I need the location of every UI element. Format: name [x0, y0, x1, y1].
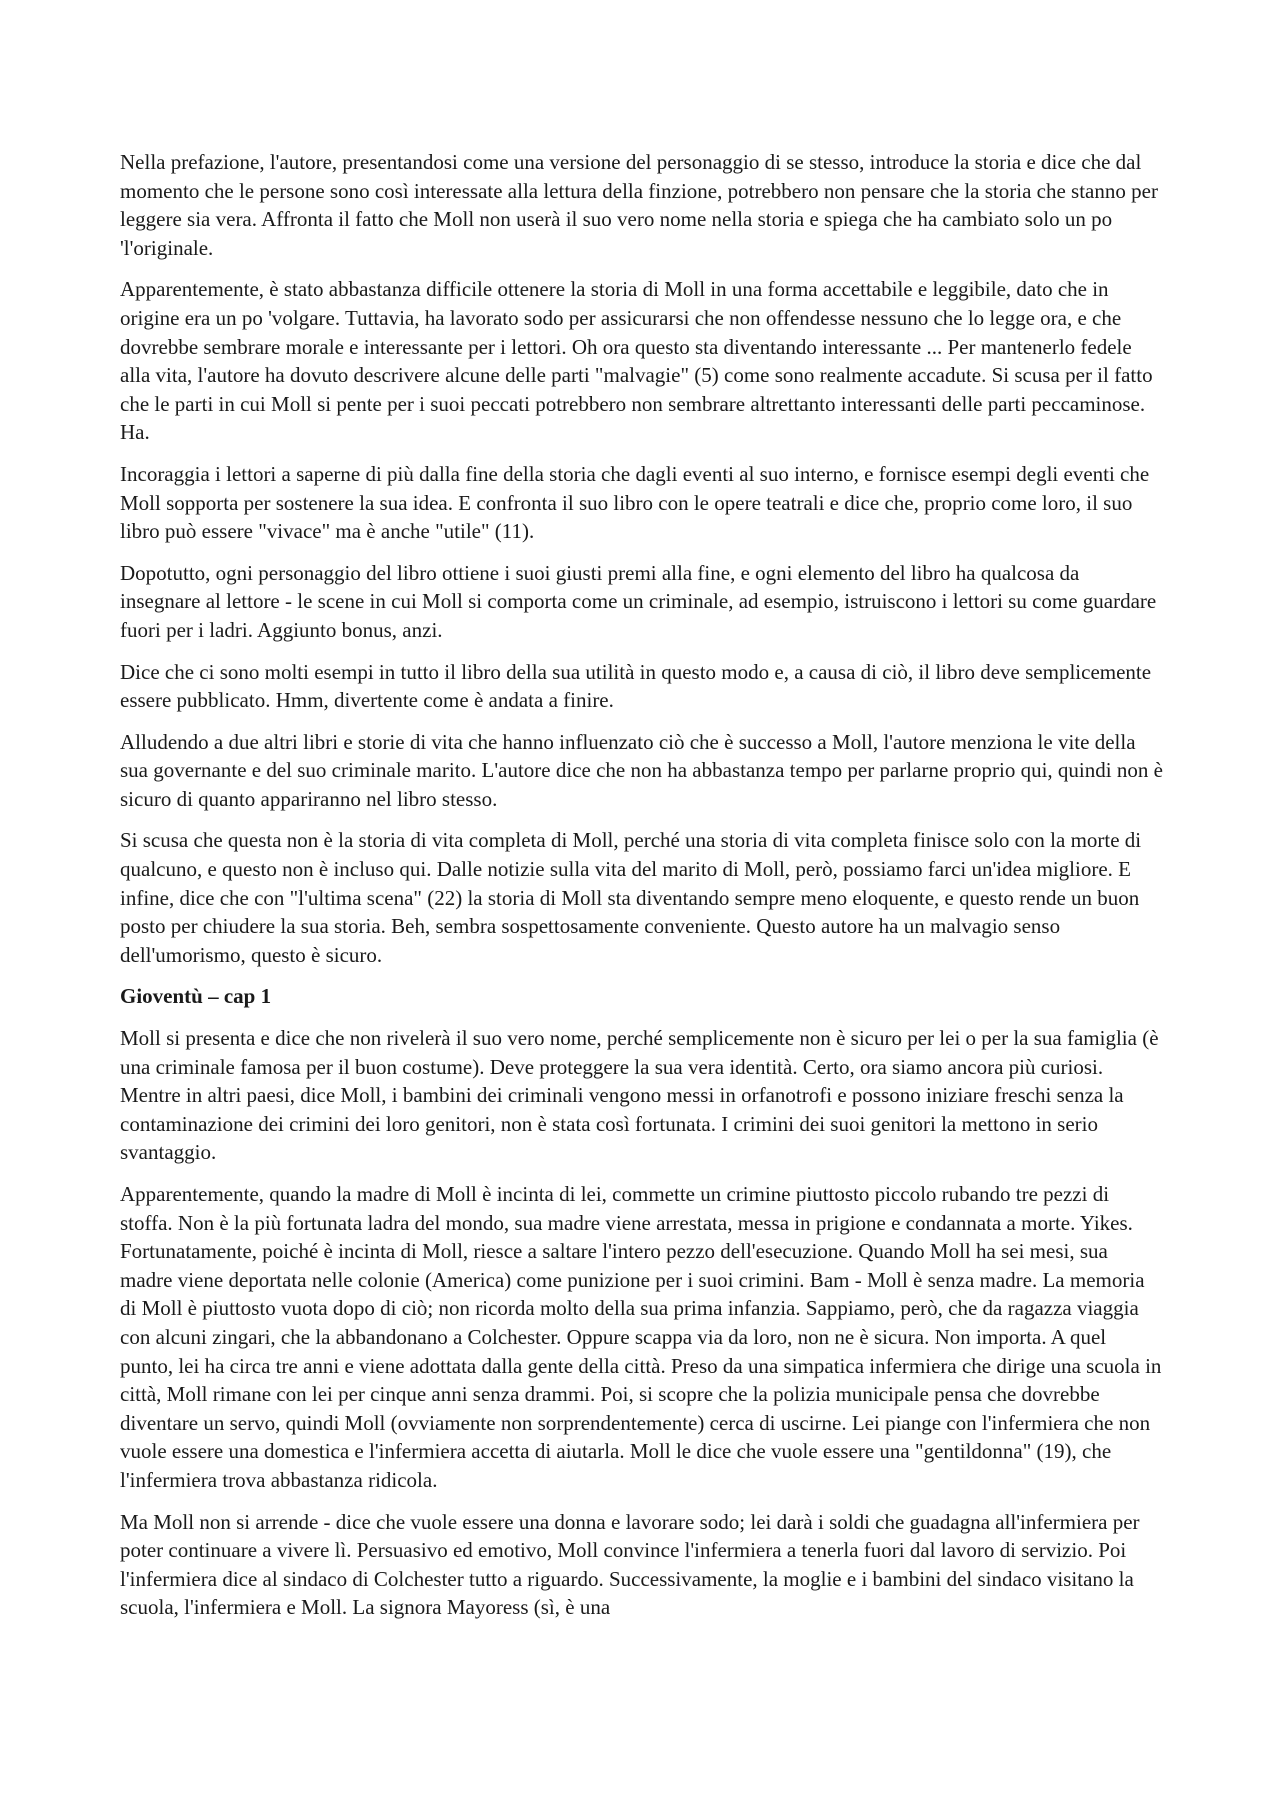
document-page [120, 148, 1164, 1635]
paragraph: Apparentemente, quando la madre di Moll è incinta di lei, commette un crimine piuttosto piccolo rubando tre pezzi di stoffa. Non è la più fortunata ladra del mondo, sua madre viene arrestata, messa in prigione e condannata a morte. Yikes. Fortunatamente, poiché è incinta di Moll, riesce a saltare l'intero pezzo dell'esecuzione. Quando Moll ha sei mesi, sua madre viene deportata nelle colonie (America) come punizione per i suoi crimini. Bam - Moll è senza madre. La memoria di Moll è piuttosto vuota dopo di ciò; non ricorda molto della sua prima infanzia. Sappiamo, però, che da ragazza viaggia con alcuni zingari, che la abbandonano a Colchester. Oppure scappa via da loro, non ne è sicura. Non importa. A quel punto, lei ha circa tre anni e viene adottata dalla gente della città. Preso da una simpatica infermiera che dirige una scuola in città, Moll rimane con lei per cinque anni senza drammi. Poi, si scopre che la polizia municipale pensa che dovrebbe diventare un servo, quindi Moll (ovviamente non sorprendentemente) cerca di uscirne. Lei piange con l'infermiera che non vuole essere una domestica e l'infermiera accetta di aiutarla. Moll le dice che vuole essere una "gentildonna" (19), che l'infermiera trova abbastanza ridicola. [120, 1182, 1162, 1492]
paragraph: Nella prefazione, l'autore, presentandosi come una versione del personaggio di se stesso, introduce la storia e dice che dal momento che le persone sono così interessate alla lettura della finzione, potrebbero non pensare che la storia che stanno per leggere sia vera. Affronta il fatto che Moll non userà il suo vero nome nella storia e spiega che ha cambiato solo un po 'l'originale. [120, 150, 1158, 260]
paragraph: Apparentemente, è stato abbastanza difficile ottenere la storia di Moll in una forma accettabile e leggibile, dato che in origine era un po 'volgare. Tuttavia, ha lavorato sodo per assicurarsi che non offendesse nessuno che lo legge ora, e che dovrebbe sembrare morale e interessante per i lettori. Oh ora questo sta diventando interessante ... Per mantenerlo fedele alla vita, l'autore ha dovuto descrivere alcune delle parti "malvagie" (5) come sono realmente accadute. Si scusa per il fatto che le parti in cui Moll si pente per i suoi peccati potrebbero non sembrare altrettanto interessanti delle parti peccaminose. Ha. [120, 277, 1153, 445]
paragraph: Dice che ci sono molti esempi in tutto il libro della sua utilità in questo modo e, a causa di ciò, il libro deve semplicemente essere pubblicato. Hmm, divertente come è andata a finire. [120, 659, 1152, 713]
paragraph: Ma Moll non si arrende - dice che vuole essere una donna e lavorare sodo; lei darà i soldi che guadagna all'infermiera per poter continuare a vivere lì. Persuasivo ed emotivo, Moll convince l'infermiera a tenerla fuori dal lavoro di servizio. Poi l'infermiera dice al sindaco di Colchester tutto a riguardo. Successivamente, la moglie e i bambini del sindaco visitano la scuola, l'infermiera e Moll. La signora Mayoress (sì, è una [120, 1509, 1140, 1620]
paragraph: Moll si presenta e dice che non rivelerà il suo vero nome, perché semplicemente non è sicuro per lei o per la sua famiglia (è una criminale famosa per il buon costume). Deve proteggere la sua vera identità. Certo, ora siamo ancora più curiosi. Mentre in altri paesi, dice Moll, i bambini dei criminali vengono messi in orfanotrofi e possono iniziare freschi senza la contaminazione dei crimini dei loro genitori, non è stata così fortunata. I crimini dei suoi genitori la mettono in serio svantaggio. [120, 1026, 1159, 1165]
paragraph: Dopotutto, ogni personaggio del libro ottiene i suoi giusti premi alla fine, e ogni elemento del libro ha qualcosa da insegnare al lettore - le scene in cui Moll si comporta come un criminale, ad esempio, istruiscono i lettori su come guardare fuori per i ladri. Aggiunto bonus, anzi. [120, 560, 1157, 642]
section-heading: Gioventù – cap 1 [120, 984, 272, 1009]
paragraph: Alludendo a due altri libri e storie di vita che hanno influenzato ciò che è successo a Moll, l'autore menziona le vite della sua governante e del suo criminale marito. L'autore dice che non ha abbastanza tempo per parlarne proprio qui, quindi non è sicuro di quanto appariranno nel libro stesso. [120, 729, 1163, 811]
paragraph: Si scusa che questa non è la storia di vita completa di Moll, perché una storia di vita completa finisce solo con la morte di qualcuno, e questo non è incluso qui. Dalle notizie sulla vita del marito di Moll, però, possiamo farci un'idea migliore. E infine, dice che con "l'ultima scena" (22) la storia di Moll sta diventando sempre meno eloquente, e questo rende un buon posto per chiudere la sua storia. Beh, sembra sospettosamente conveniente. Questo autore ha un malvagio senso dell'umorismo, questo è sicuro. [120, 828, 1142, 967]
paragraph: Incoraggia i lettori a saperne di più dalla fine della storia che dagli eventi al suo interno, e fornisce esempi degli eventi che Moll sopporta per sostenere la sua idea. E confronta il suo libro con le opere teatrali e dice che, proprio come loro, il suo libro può essere "vivace" ma è anche "utile" (11). [120, 461, 1150, 544]
